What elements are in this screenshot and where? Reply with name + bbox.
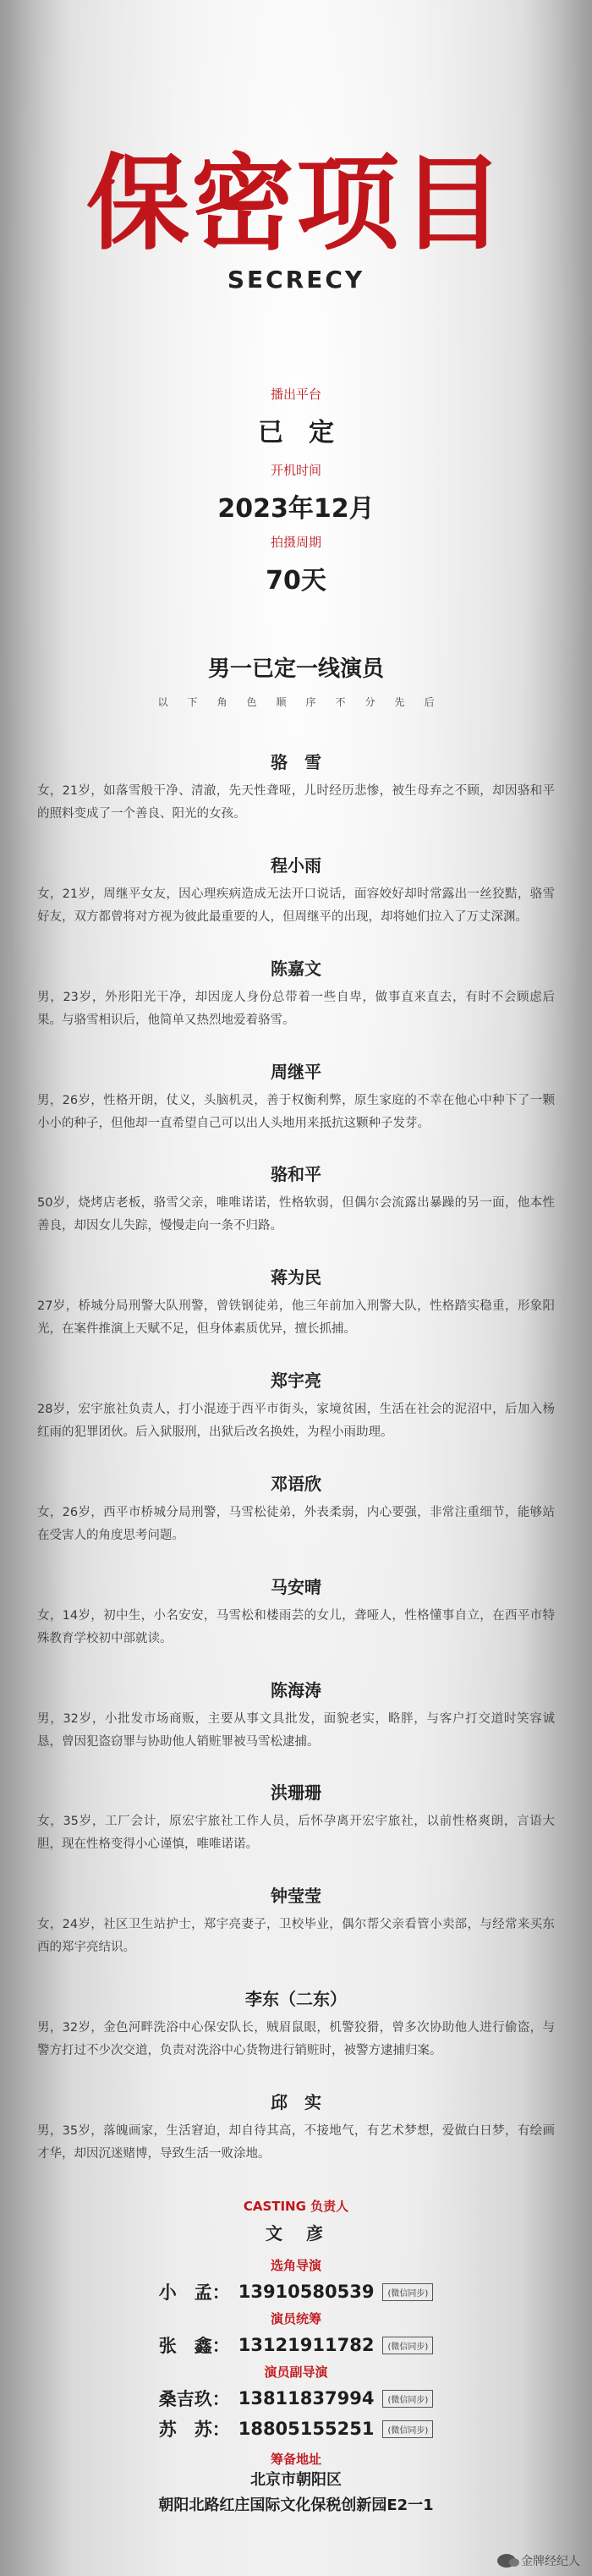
select-director-contact xyxy=(0,2279,592,2304)
role-desc: 女，24岁，社区卫生站护士，郑宇亮妻子，卫校毕业，偶尔帮父亲看管小卖部，与经常来买东西的郑宇亮结识。 xyxy=(37,1918,555,1954)
contact-phone: 13910580539 xyxy=(238,2282,375,2302)
role-card xyxy=(37,1264,555,1341)
role-card xyxy=(37,1161,555,1238)
section-title: 男一已定一线演员 xyxy=(207,656,384,682)
select-director-label: 选角导演 xyxy=(270,2258,321,2273)
section-note: 以下角色顺序不分先后 xyxy=(157,696,454,708)
role-card xyxy=(37,955,555,1032)
role-name: 陈嘉文 xyxy=(271,958,321,979)
role-desc: 男，35岁，落魄画家，生活窘迫，却自待其高，不接地气，有艺术梦想，爱做白日梦，有绘画才华，却因沉迷赌博，导致生活一败涂地。 xyxy=(37,2124,555,2161)
role-desc: 28岁，宏宇旅社负责人，打小混迹于西平市街头，家境贫困，生活在社会的泥沼中，后加入杨红雨的犯罪团伙。后入狱服刑，出狱后改名换姓，为程小雨助理。 xyxy=(37,1403,555,1439)
role-card xyxy=(37,1470,555,1547)
casting-block xyxy=(0,2197,592,2518)
wechat-sync-tag: (微信同步) xyxy=(382,2337,433,2354)
platform-value: 已 定 xyxy=(258,418,334,448)
role-desc: 男，32岁，小批发市场商贩，主要从事文具批发，面貌老实，略胖，与客户打交道时笑容诚恳，曾因犯盗窃罪与协助他人销赃罪被马雪松逮捕。 xyxy=(37,1712,555,1749)
role-name: 钟莹莹 xyxy=(271,1886,321,1906)
info-period xyxy=(0,533,592,596)
role-name: 骆 雪 xyxy=(271,752,321,772)
contact-phone: 13121911782 xyxy=(238,2335,375,2355)
assistant-director-contact xyxy=(0,2386,592,2411)
role-card xyxy=(37,749,555,826)
casting-lead-name: 文 彦 xyxy=(266,2223,326,2244)
role-desc: 27岁，桥城分局刑警大队刑警，曾铁钢徒弟，他三年前加入刑警大队，性格踏实稳重，形象阳光，在案件推演上天赋不足，但身体素质优异，擅长抓捕。 xyxy=(37,1299,555,1336)
contact-phone: 13811837994 xyxy=(238,2388,375,2408)
account-watermark xyxy=(497,2552,580,2569)
actor-coordinator-label: 演员统筹 xyxy=(270,2311,321,2326)
start-label: 开机时间 xyxy=(270,463,321,478)
watermark-text: 金牌经纪人 xyxy=(521,2555,580,2568)
casting-lead-label: CASTING 负责人 xyxy=(243,2199,349,2214)
address-line: 朝阳北路红庄国际文化保税创新园E2一1 xyxy=(158,2496,434,2514)
wechat-sync-tag: (微信同步) xyxy=(382,2390,433,2408)
role-desc: 男，26岁，性格开朗，仗义，头脑机灵，善于权衡利弊，原生家庭的不幸在他心中种下了一颗小小的种子，但他却一直希望自己可以出人头地用来抵抗这颗种子发芽。 xyxy=(37,1094,555,1130)
wechat-sync-tag: (微信同步) xyxy=(382,2283,433,2301)
role-name: 周继平 xyxy=(271,1062,321,1082)
role-name: 邱 实 xyxy=(271,2092,321,2112)
wechat-sync-tag: (微信同步) xyxy=(382,2420,433,2438)
role-card xyxy=(37,1367,555,1444)
role-desc: 女，21岁，周继平女友，因心理疾病造成无法开口说话，面容姣好却时常露出一丝狡黠，骆雪好友，双方都曾将对方视为彼此最重要的人，但周继平的出现，却将她们拉入了万丈深渊。 xyxy=(37,887,555,924)
role-name: 邓语欣 xyxy=(271,1474,321,1494)
address-line: 北京市朝阳区 xyxy=(250,2471,342,2489)
role-desc: 女，21岁，如落雪般干净、清澈，先天性聋哑，儿时经历悲惨，被生母弃之不顾，却因骆和平的照料变成了一个善良、阳光的女孩。 xyxy=(37,784,555,821)
role-desc: 女，26岁，西平市桥城分局刑警，马雪松徒弟，外表柔弱，内心要强，非常注重细节，能够站在受害人的角度思考问题。 xyxy=(37,1506,555,1542)
role-card xyxy=(37,1677,555,1754)
role-name: 蒋为民 xyxy=(271,1267,321,1288)
period-value: 70天 xyxy=(266,566,326,596)
contact-name: 小 孟： xyxy=(158,2282,230,2303)
info-start xyxy=(0,461,592,525)
start-value: 2023年12月 xyxy=(217,494,375,524)
contact-name: 桑吉玖： xyxy=(158,2389,230,2409)
role-desc: 男，23岁，外形阳光干净，却因庞人身份总带着一些自卑，做事直来直去，有时不会顾虑后果。与骆雪相识后，他简单又热烈地爱着骆雪。 xyxy=(37,991,555,1027)
address-label: 筹备地址 xyxy=(270,2452,321,2467)
period-label: 拍摄周期 xyxy=(270,535,321,550)
role-name: 郑宇亮 xyxy=(271,1370,321,1391)
assistant-director-label: 演员副导演 xyxy=(264,2365,328,2380)
role-name: 李东（二东） xyxy=(245,1989,347,2009)
role-desc: 女，35岁，工厂会计，原宏宇旅社工作人员，后怀孕离开宏宇旅社，以前性格爽朗，言语大胆，现在性格变得小心谨慎，唯唯诺诺。 xyxy=(37,1815,555,1851)
role-name: 程小雨 xyxy=(271,855,321,876)
role-card xyxy=(37,852,555,929)
role-name: 马安晴 xyxy=(271,1577,321,1597)
role-card xyxy=(37,1986,555,2062)
role-name: 骆和平 xyxy=(271,1164,321,1184)
role-name: 洪珊珊 xyxy=(271,1782,321,1803)
project-subtitle: SECRECY xyxy=(227,266,365,294)
role-name: 陈海涛 xyxy=(271,1680,321,1700)
role-desc: 男，32岁，金色河畔洗浴中心保安队长，贼眉鼠眼，机警狡猾，曾多次协助他人进行偷盗，与警方打过不少次交道，负责对洗浴中心货物进行销赃时，被警方逮捕归案。 xyxy=(37,2021,555,2057)
role-desc: 50岁，烧烤店老板，骆雪父亲，唯唯诺诺，性格软弱，但偶尔会流露出暴躁的另一面，他本性善良，却因女儿失踪，慢慢走向一条不归路。 xyxy=(37,1196,555,1233)
project-title: 保密项目 xyxy=(86,144,506,264)
role-card xyxy=(37,1574,555,1651)
section-header xyxy=(0,651,592,709)
info-platform xyxy=(0,385,592,448)
actor-coordinator-contact xyxy=(0,2332,592,2358)
contact-phone: 18805155251 xyxy=(238,2419,375,2439)
contact-name: 苏 苏： xyxy=(158,2419,230,2440)
role-card xyxy=(37,1779,555,1856)
assistant-director-contact xyxy=(0,2416,592,2441)
role-card xyxy=(37,1882,555,1959)
role-desc: 女，14岁，初中生，小名安安，马雪松和楼雨芸的女儿，聋哑人，性格懂事自立，在西平市特殊教育学校初中部就读。 xyxy=(37,1609,555,1645)
title-block xyxy=(0,144,592,294)
role-card xyxy=(37,2089,555,2166)
contact-name: 张 鑫： xyxy=(158,2336,230,2356)
role-card xyxy=(37,1058,555,1135)
platform-label: 播出平台 xyxy=(270,387,321,402)
wechat-icon xyxy=(497,2554,516,2568)
